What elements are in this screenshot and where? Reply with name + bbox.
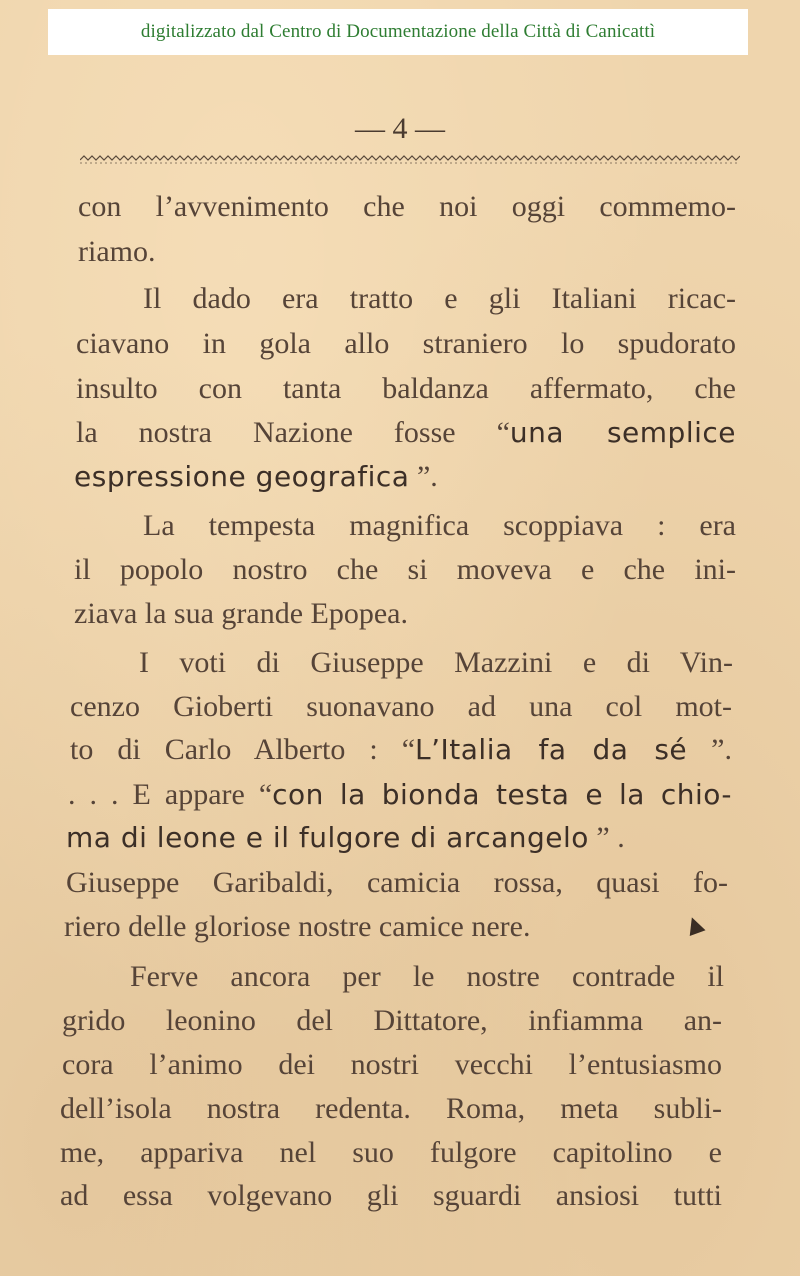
text-line: ma di leone e il fulgore di arcangelo ” .	[66, 821, 625, 854]
text-line: ad essa volgevano gli sguardi ansiosi tutti	[60, 1179, 722, 1212]
text-line: riamo.	[78, 235, 156, 268]
text-line: con l’avvenimento che noi oggi commemo-	[78, 190, 736, 223]
text-line: . . . E appare “con la bionda testa e la chio-	[68, 778, 732, 811]
text-line: insulto con tanta baldanza affermato, che	[76, 372, 736, 405]
text-line: il popolo nostro che si moveva e che ini-	[74, 553, 736, 586]
text-line: me, appariva nel suo fulgore capitolino e	[60, 1136, 722, 1169]
text-line: La tempesta magnifica scoppiava : era	[143, 509, 736, 542]
ink-mark-icon: ▲	[682, 909, 707, 940]
text-line: I voti di Giuseppe Mazzini e di Vin-	[139, 646, 733, 679]
text-line: to di Carlo Alberto : “L’Italia fa da sé ”.	[70, 733, 732, 766]
text-line: dell’isola nostra redenta. Roma, meta subli-	[60, 1092, 722, 1125]
text-line: ziava la sua grande Epopea.	[74, 597, 408, 630]
text-line: Ferve ancora per le nostre contrade il	[130, 960, 724, 993]
digitization-banner-text: digitalizzato dal Centro di Documentazione della Città di Canicattì	[140, 21, 656, 42]
text-line: la nostra Nazione fosse “una semplice	[76, 416, 737, 449]
text-line: ciavano in gola allo straniero lo spudorato	[76, 327, 736, 360]
text-line: cenzo Gioberti suonavano ad una col mot-	[70, 690, 732, 723]
text-line: Il dado era tratto e gli Italiani ricac-	[143, 282, 736, 315]
text-line: Giuseppe Garibaldi, camicia rossa, quasi fo-	[66, 866, 728, 899]
text-line: grido leonino del Dittatore, infiamma an-	[62, 1004, 722, 1037]
page-number: — 4 —	[355, 112, 445, 145]
text-line: espressione geografica ”.	[74, 460, 438, 493]
text-line: riero delle gloriose nostre camice nere.	[64, 910, 531, 943]
text-line: cora l’animo dei nostri vecchi l’entusiasmo	[62, 1048, 722, 1081]
